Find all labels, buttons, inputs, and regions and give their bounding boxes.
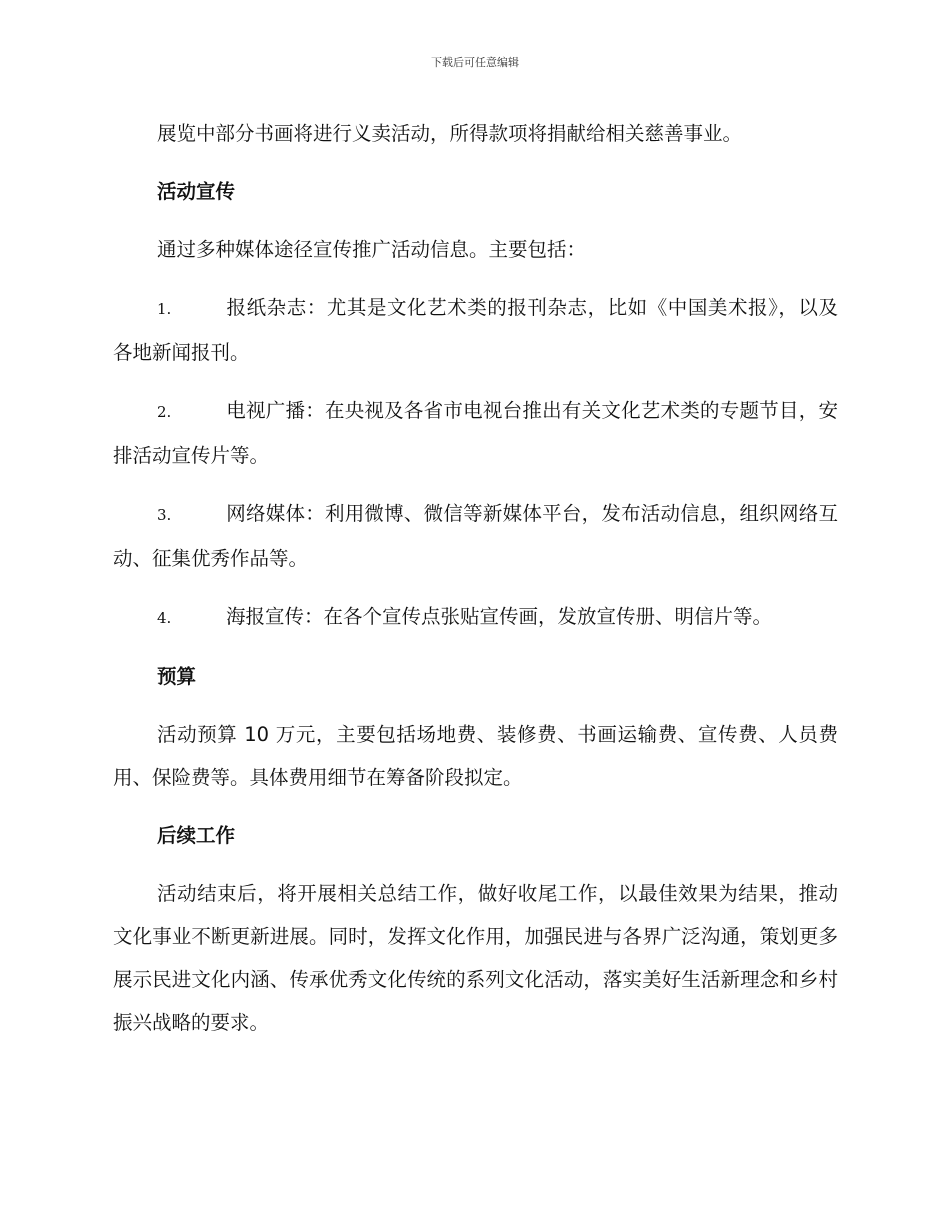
promo-lead-paragraph: 通过多种媒体途径宣传推广活动信息。主要包括：: [157, 238, 587, 261]
list-item: [113, 286, 838, 374]
document-body: [113, 112, 838, 1059]
intro-paragraph: 展览中部分书画将进行义卖活动，所得款项将捐献给相关慈善事业。: [157, 122, 743, 145]
list-number: 4.: [157, 609, 172, 627]
followup-paragraph: 活动结束后，将开展相关总结工作，做好收尾工作，以最佳效果为结果，推动文化事业不断更新进展。同时，发挥文化作用，加强民进与各界广泛沟通，策划更多展示民进文化内涵、传承优秀文化传统的系列文化活动，落实美好生活新理念和乡村振兴战略的要求。: [113, 882, 838, 1034]
list-item-text: 电视广播：在央视及各省市电视台推出有关文化艺术类的专题节目，安排活动宣传片等。: [113, 399, 838, 467]
section-heading-followup: 后续工作: [157, 824, 236, 847]
list-item-text: 海报宣传：在各个宣传点张贴宣传画，发放宣传册、明信片等。: [226, 605, 773, 628]
list-item-text: 网络媒体：利用微博、微信等新媒体平台，发布活动信息，组织网络互动、征集优秀作品等。: [113, 502, 838, 570]
list-number: 2.: [157, 403, 172, 421]
page-header: 下载后可任意编辑: [431, 56, 519, 69]
list-item-text: 报纸杂志：尤其是文化艺术类的报刊杂志，比如《中国美术报》，以及各地新闻报刊。: [113, 296, 838, 364]
list-number: 3.: [157, 506, 172, 524]
list-number: 1.: [157, 300, 172, 318]
section-heading-promo: 活动宣传: [157, 180, 236, 203]
section-heading-budget: 预算: [157, 665, 197, 688]
budget-paragraph: 活动预算 10 万元，主要包括场地费、装修费、书画运输费、宣传费、人员费用、保险费等。具体费用细节在筹备阶段拟定。: [113, 723, 838, 789]
list-item: [113, 595, 838, 640]
list-item: [113, 389, 838, 477]
list-item: [113, 492, 838, 580]
